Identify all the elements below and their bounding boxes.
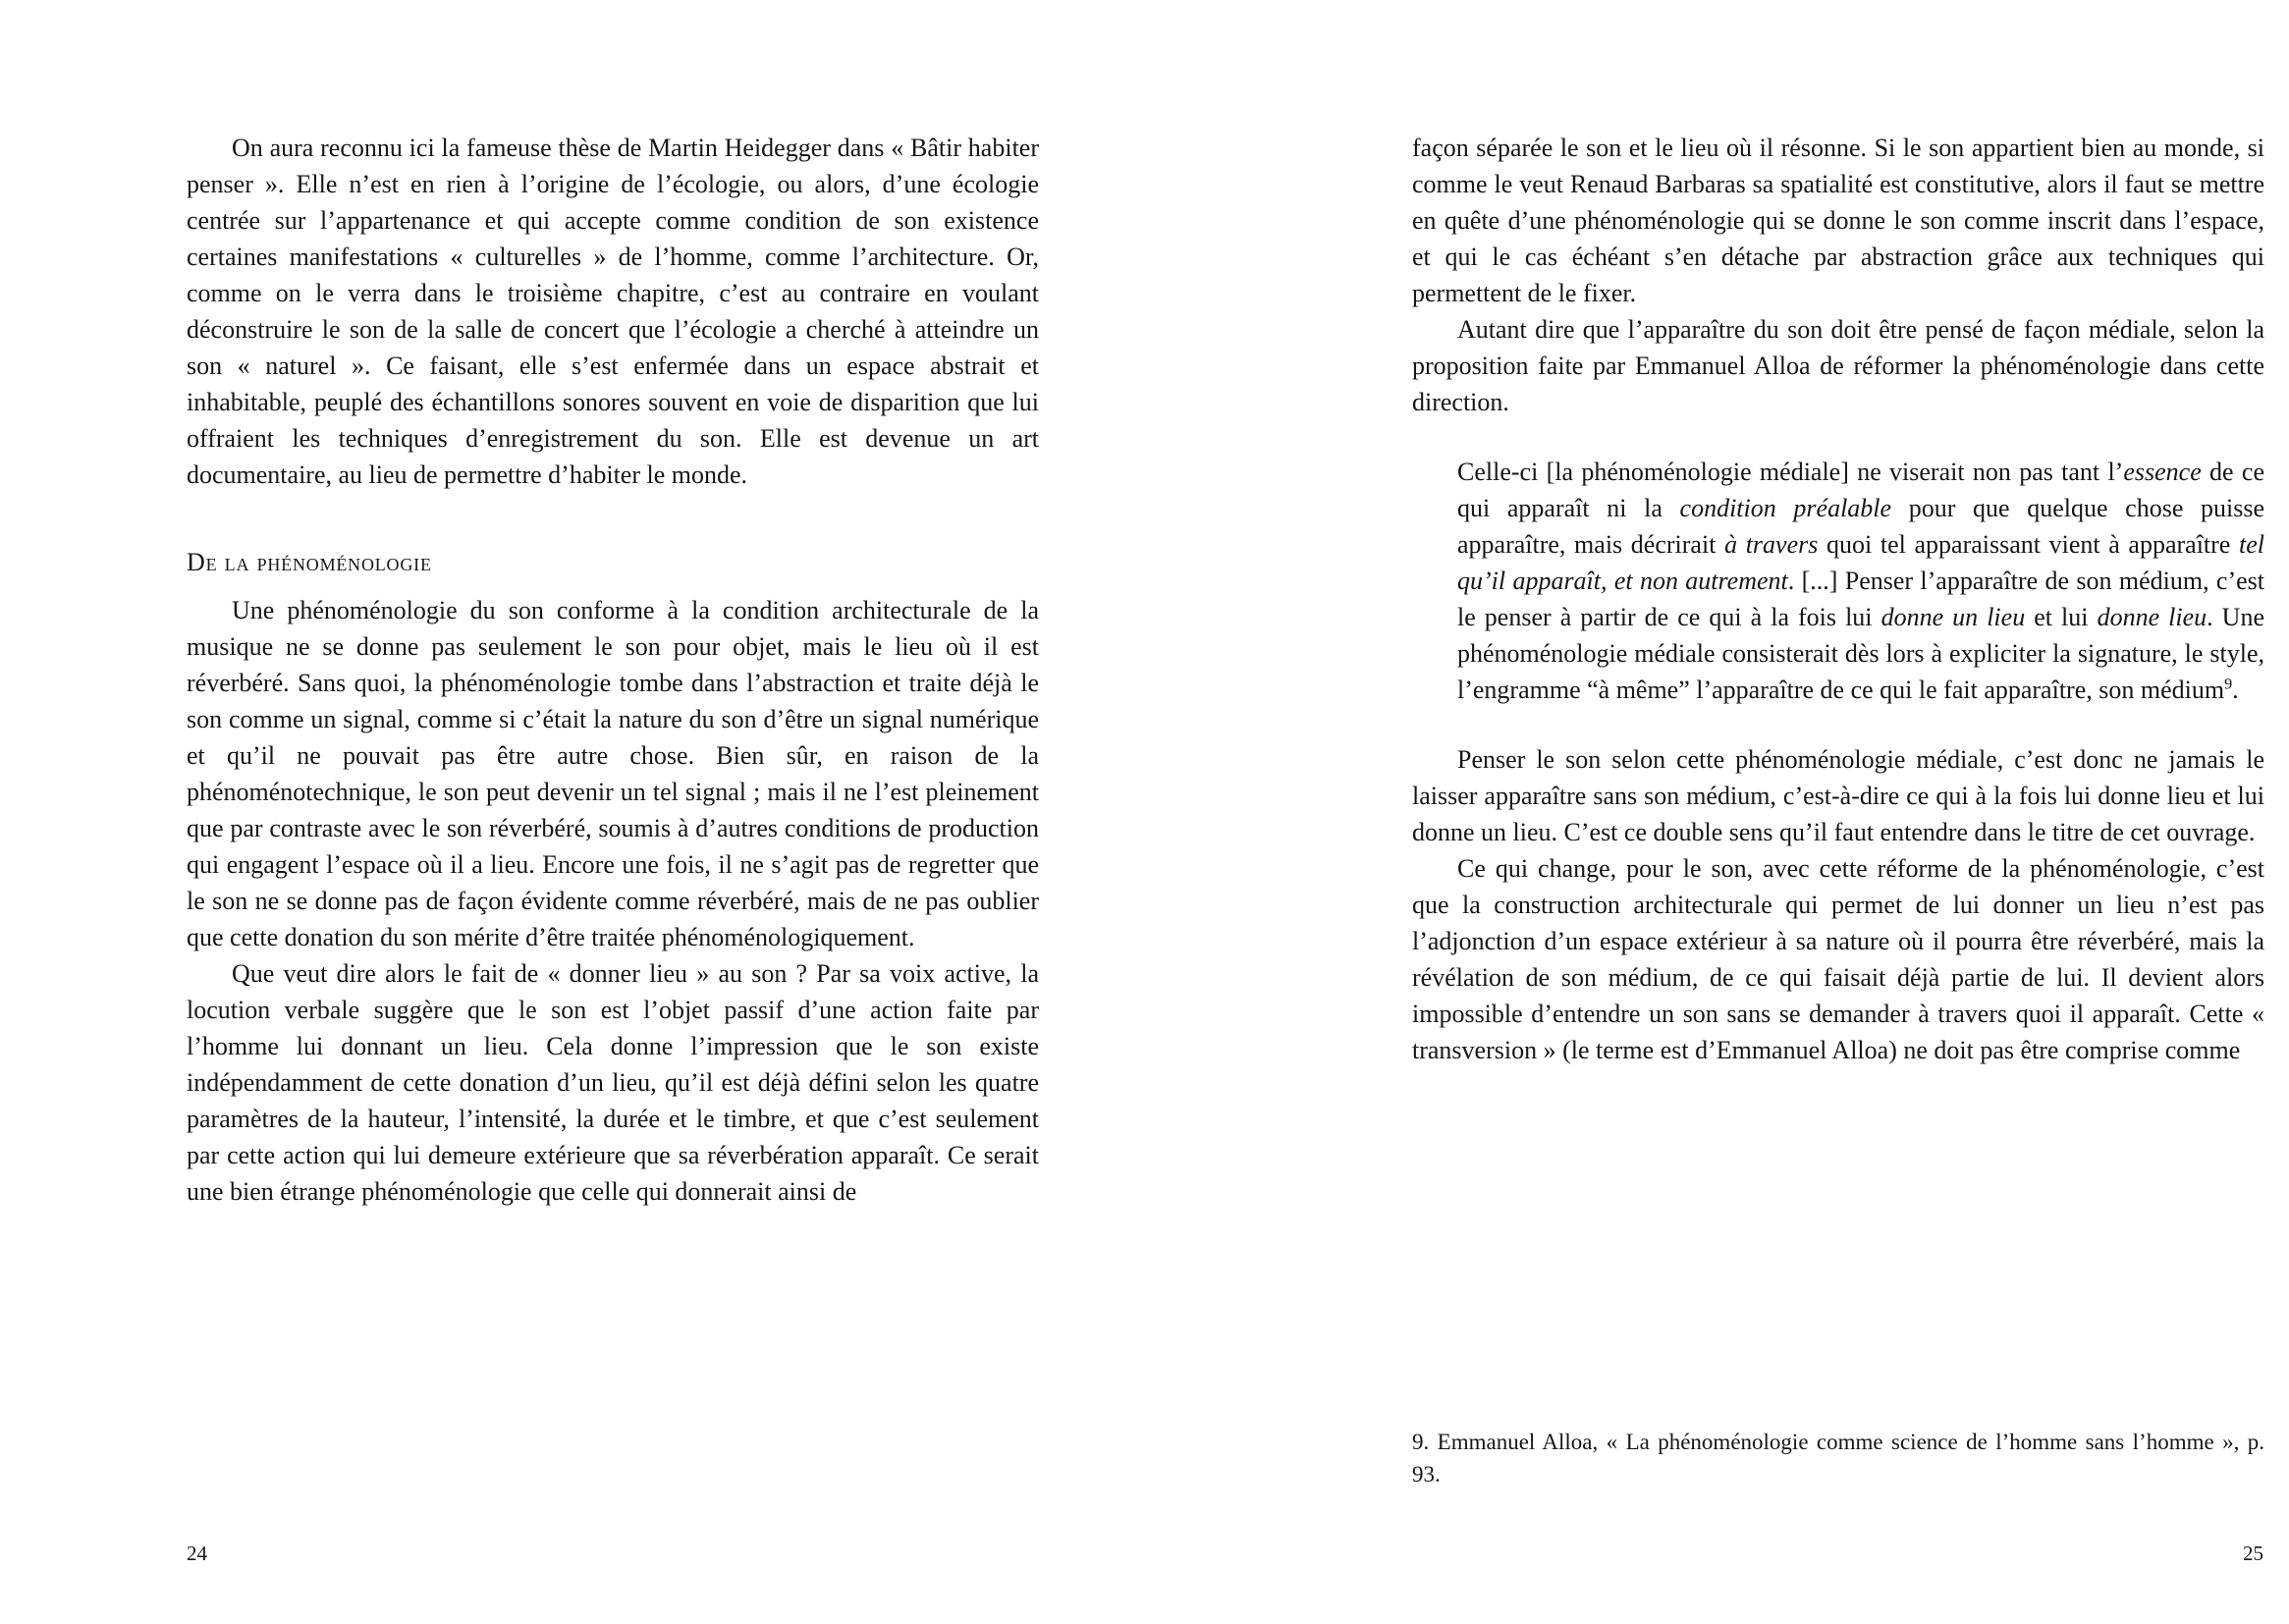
paragraph: Autant dire que l’apparaître du son doit être pensé de façon médiale, selon la proposition faite par Emmanuel Alloa de réformer la phénoménologie dans cette direction. <box>1412 315 2264 416</box>
paragraph: Une phénoménologie du son conforme à la condition architecturale de la musique ne se donne pas seulement le son pour objet, mais le lieu où il est réverbéré. Sans quoi, la phénoménologie tombe dans l’abstraction et traite déjà le son comme un signal, comme si c’était la nature du son d’être un signal numérique et qu’il ne pouvait pas être autre chose. Bien sûr, en raison de la phénoménotechnique, le son peut devenir un tel signal ; mais il ne l’est pleinement que par contraste avec le son réverbéré, soumis à d’autres conditions de production qui engagent l’espace où il a lieu. Encore une fois, il ne s’agit pas de regretter que le son ne se donne pas de façon évidente comme réverbéré, mais de ne pas oublier que cette donation du son mérite d’être traitée phénoménologiquement. <box>187 596 1039 951</box>
right-text-column <box>1412 130 2264 1068</box>
page-left <box>0 0 1144 1624</box>
block-quote: Celle-ci [la phénoménologie médiale] ne viserait non pas tant l’essence de ce qui apparaît ni la condition préalable pour que quelque chose puisse apparaître, mais décrirait à travers quoi tel apparaissant vient à apparaître tel qu’il apparaît, et non autrement. [...] Penser l’apparaître de son médium, c’est le penser à partir de ce qui à la fois lui donne un lieu et lui donne lieu. Une phénoménologie médiale consisterait dès lors à expliciter la signature, le style, l’engramme “à même” l’apparaître de ce qui le fait apparaître, son médium$^9$. <box>1457 458 2265 704</box>
paragraph: On aura reconnu ici la fameuse thèse de Martin Heidegger dans « Bâtir habiter penser ». Elle n’est en rien à l’origine de l’écologie, ou alors, d’une écologie centrée sur l’appartenance et qui accepte comme condition de son existence certaines manifestations « culturelles » de l’homme, comme l’architecture. Or, comme on le verra dans le troisième chapitre, c’est au contraire en voulant déconstruire le son de la salle de concert que l’écologie a cherché à atteindre un son « naturel ». Ce faisant, elle s’est enfermée dans un espace abstrait et inhabitable, peuplé des échantillons sonores souvent en voie de disparition que lui offraient les techniques d’enregistrement du son. Elle est devenue un art documentaire, au lieu de permettre d’habiter le monde. <box>187 134 1039 489</box>
page-number-left: 24 <box>187 1542 207 1565</box>
page-number-right: 25 <box>2243 1542 2263 1565</box>
section-heading: De la phénoménologie <box>187 548 432 576</box>
footnote: 9. Emmanuel Alloa, « La phénoménologie comme science de l’homme sans l’homme », p. 93. <box>1412 1430 2264 1487</box>
page-right <box>1145 0 2289 1624</box>
paragraph: Que veut dire alors le fait de « donner lieu » au son ? Par sa voix active, la locution verbale suggère que le son est l’objet passif d’une action faite par l’homme lui donnant un lieu. Cela donne l’impression que le son existe indépendamment de cette donation d’un lieu, qu’il est déjà défini selon les quatre paramètres de la hauteur, l’intensité, la durée et le timbre, et que c’est seulement par cette action qui lui demeure extérieure que sa réverbération apparaît. Ce serait une bien étrange phénoménologie que celle qui donnerait ainsi de <box>187 959 1039 1206</box>
paragraph: Ce qui change, pour le son, avec cette réforme de la phénoménologie, c’est que la construction architecturale qui permet de lui donner un lieu n’est pas l’adjonction d’un espace extérieur à sa nature où il pourra être réverbéré, mais la révélation de son médium, de ce qui faisait déjà partie de lui. Il devient alors impossible d’entendre un son sans se demander à travers quoi il apparaît. Cette « transversion » (le terme est d’Emmanuel Alloa) ne doit pas être comprise comme <box>1412 854 2264 1064</box>
paragraph: façon séparée le son et le lieu où il résonne. Si le son appartient bien au monde, si comme le veut Renaud Barbaras sa spatialité est constitutive, alors il faut se mettre en quête d’une phénoménologie qui se donne le son comme inscrit dans l’espace, et qui le cas échéant s’en détache par abstraction grâce aux techniques qui permettent de le fixer. <box>1412 134 2264 307</box>
left-text-column <box>187 130 1039 1210</box>
paragraph: Penser le son selon cette phénoménologie médiale, c’est donc ne jamais le laisser apparaître sans son médium, c’est-à-dire ce qui à la fois lui donne lieu et lui donne un lieu. C’est ce double sens qu’il faut entendre dans le titre de cet ouvrage. <box>1412 745 2264 846</box>
